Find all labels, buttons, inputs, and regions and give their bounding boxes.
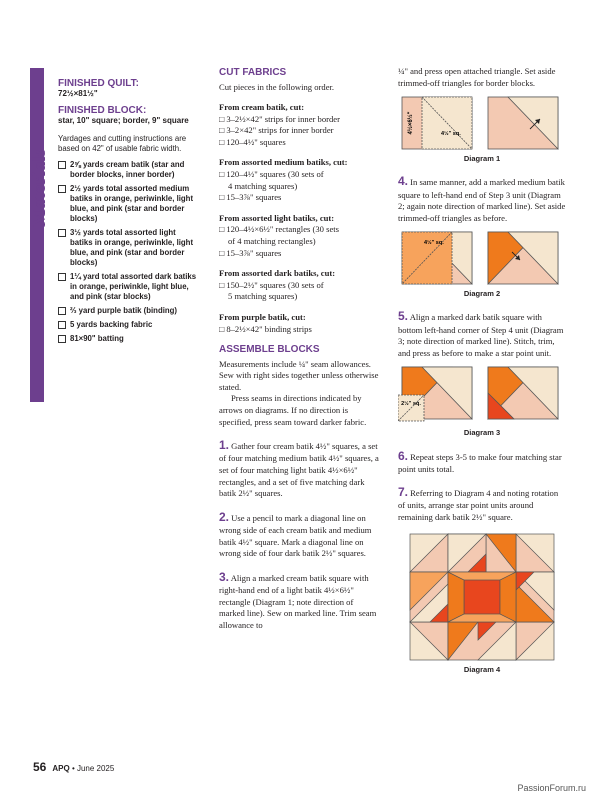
- finished-block-label: FINISHED BLOCK:: [58, 105, 147, 117]
- checkbox-icon[interactable]: [58, 321, 66, 329]
- finished-block-value: star, 10" square; border, 9" square: [58, 116, 189, 126]
- step-7: 7. Referring to Diagram 4 and noting rotation of units, arrange star point units around remaining dark batik 2½" square.: [398, 485, 559, 523]
- cut-line[interactable]: □ 3–2½×42" strips for inner border: [219, 113, 340, 124]
- cut-line[interactable]: □ 15–3⅞" squares: [219, 192, 282, 203]
- cut-line[interactable]: □ 150–2½" squares (30 sets of: [219, 279, 324, 290]
- cut-line[interactable]: □ 15–3⅞" squares: [219, 247, 282, 258]
- diagram-2-square-label: 4½" sq.: [424, 240, 444, 247]
- cut-line: of 4 matching rectangles): [228, 236, 316, 247]
- cut-line: 4 matching squares): [228, 180, 298, 191]
- cut-line[interactable]: □ 120–4½" squares (30 sets of: [219, 169, 324, 180]
- diagram-4-graphic: [398, 532, 566, 662]
- diagram-1: [398, 95, 566, 164]
- material-item[interactable]: 2½ yards total assorted medium batiks in orange, periwinkle, light blue, and pink (star and border blocks): [58, 184, 198, 224]
- assemble-heading: ASSEMBLE BLOCKS: [219, 344, 320, 356]
- step-6: 6. Repeat steps 3-5 to make four matching star point units total.: [398, 448, 562, 474]
- checkbox-icon[interactable]: [58, 161, 66, 169]
- watermark: PassionForum.ru: [517, 783, 586, 793]
- step-2: 2. Use a pencil to mark a diagonal line on wrong side of each cream batik and medium batik 4½" square. Mark a diagonal line on wrong side of four dark batik 2½" squares.: [219, 509, 372, 559]
- finished-quilt-label: FINISHED QUILT:: [58, 78, 139, 89]
- material-item[interactable]: 5 yards backing fabric: [58, 320, 198, 330]
- diagram-3: [398, 365, 566, 438]
- checkbox-icon[interactable]: [58, 273, 66, 281]
- diagram-2-caption: Diagram 2: [463, 289, 501, 299]
- diagram-3-caption: Diagram 3: [463, 428, 501, 438]
- step-3-continued: ¼" and press open attached triangle. Set aside trimmed-off triangles for border blocks.: [398, 66, 556, 88]
- sidebar-title: Materials: [29, 148, 50, 228]
- page-footer: [33, 760, 114, 774]
- diagram-3-square-label: 2½" sq.: [401, 401, 421, 408]
- assemble-intro: Measurements include ¼" seam allowances. Sew with right sides together unless otherwise stated.: [219, 358, 379, 392]
- material-item[interactable]: 2⅝ yards cream batik (star and border blocks, inner border): [58, 160, 198, 180]
- diagram-1-graphic: [398, 95, 566, 151]
- diagram-2: [398, 230, 566, 299]
- diagram-1-square-label: 4½" sq.: [441, 131, 461, 138]
- step-3: 3. Align a marked cream batik square with right-hand end of a light batik 4½×6½" rectangle (Diagram 1; note direction of marked line). Sew on marked line. Trim seam allowance to: [219, 569, 377, 630]
- step-5: 5. Align a marked dark batik square with bottom left-hand corner of Step 4 unit (Diagram 3; note direction of marked line). Stitch, trim, and press as before to make a star point unit.: [398, 309, 564, 358]
- material-item[interactable]: ⅔ yard purple batik (binding): [58, 306, 198, 316]
- cut-line[interactable]: □ 3–2×42" strips for inner border: [219, 125, 334, 136]
- diagram-4: [398, 532, 566, 675]
- cut-group-title: From purple batik, cut:: [219, 312, 306, 322]
- issue-date: • June 2025: [71, 764, 115, 773]
- checkbox-icon[interactable]: [58, 307, 66, 315]
- cut-group-title: From cream batik, cut:: [219, 102, 305, 113]
- page-number: 56: [33, 760, 47, 774]
- assemble-pressing-note: Press seams in directions indicated by arrows on diagrams. If no direction is specified, press seam toward darker fabric.: [219, 393, 367, 427]
- cut-line: 5 matching squares): [228, 291, 298, 302]
- cut-group-title: From assorted medium batiks, cut:: [219, 157, 348, 168]
- cut-line[interactable]: □ 120–4½" squares: [219, 136, 286, 147]
- material-item[interactable]: 81×90" batting: [58, 334, 198, 344]
- step-4: 4. In same manner, add a marked medium batik square to left-hand end of Step 3 unit (Diagram 2; again note direction of marked line). Set aside trimmed-off triangles as before.: [398, 174, 566, 223]
- materials-sidebar: [30, 68, 198, 402]
- checkbox-icon[interactable]: [58, 229, 66, 237]
- checkbox-icon[interactable]: [58, 335, 66, 343]
- material-item[interactable]: 3½ yards total assorted light batiks in orange, periwinkle, light blue, and pink (star and border blocks): [58, 228, 198, 268]
- magazine-name: APQ: [52, 764, 70, 773]
- cut-group-title: From assorted dark batiks, cut:: [219, 268, 336, 279]
- steps-column: [398, 66, 566, 675]
- diagram-4-caption: Diagram 4: [463, 664, 501, 674]
- cut-and-assemble-column: [219, 66, 381, 631]
- diagram-1-rect-label: 4½×6½": [408, 111, 414, 135]
- diagram-2-graphic: [398, 230, 566, 286]
- yardage-note: Yardages and cutting instructions are based on 42" of usable fabric width.: [58, 134, 187, 154]
- cut-group-title: From assorted light batiks, cut:: [219, 212, 335, 223]
- cut-fabrics-heading: CUT FABRICS: [219, 67, 287, 78]
- cut-line[interactable]: □ 8–2½×42" binding strips: [219, 323, 312, 334]
- checkbox-icon[interactable]: [58, 185, 66, 193]
- cut-line[interactable]: □ 120–4½×6½" rectangles (30 sets: [219, 224, 339, 235]
- finished-quilt-value: 72½×81½": [58, 89, 98, 98]
- diagram-1-caption: Diagram 1: [463, 154, 501, 164]
- materials-list: [58, 78, 198, 348]
- step-1: 1. Gather four cream batik 4½" squares, a set of four matching medium batik 4½" squares, a set of four matching light batik 4½×6½" rectangles, and a set of five matching dark batik 2½" squares.: [219, 438, 379, 499]
- material-item[interactable]: 1¼ yard total assorted dark batiks in orange, periwinkle, light blue, and pink (star blocks): [58, 272, 198, 302]
- cut-intro: Cut pieces in the following order.: [219, 81, 335, 92]
- diagram-3-graphic: [398, 365, 566, 425]
